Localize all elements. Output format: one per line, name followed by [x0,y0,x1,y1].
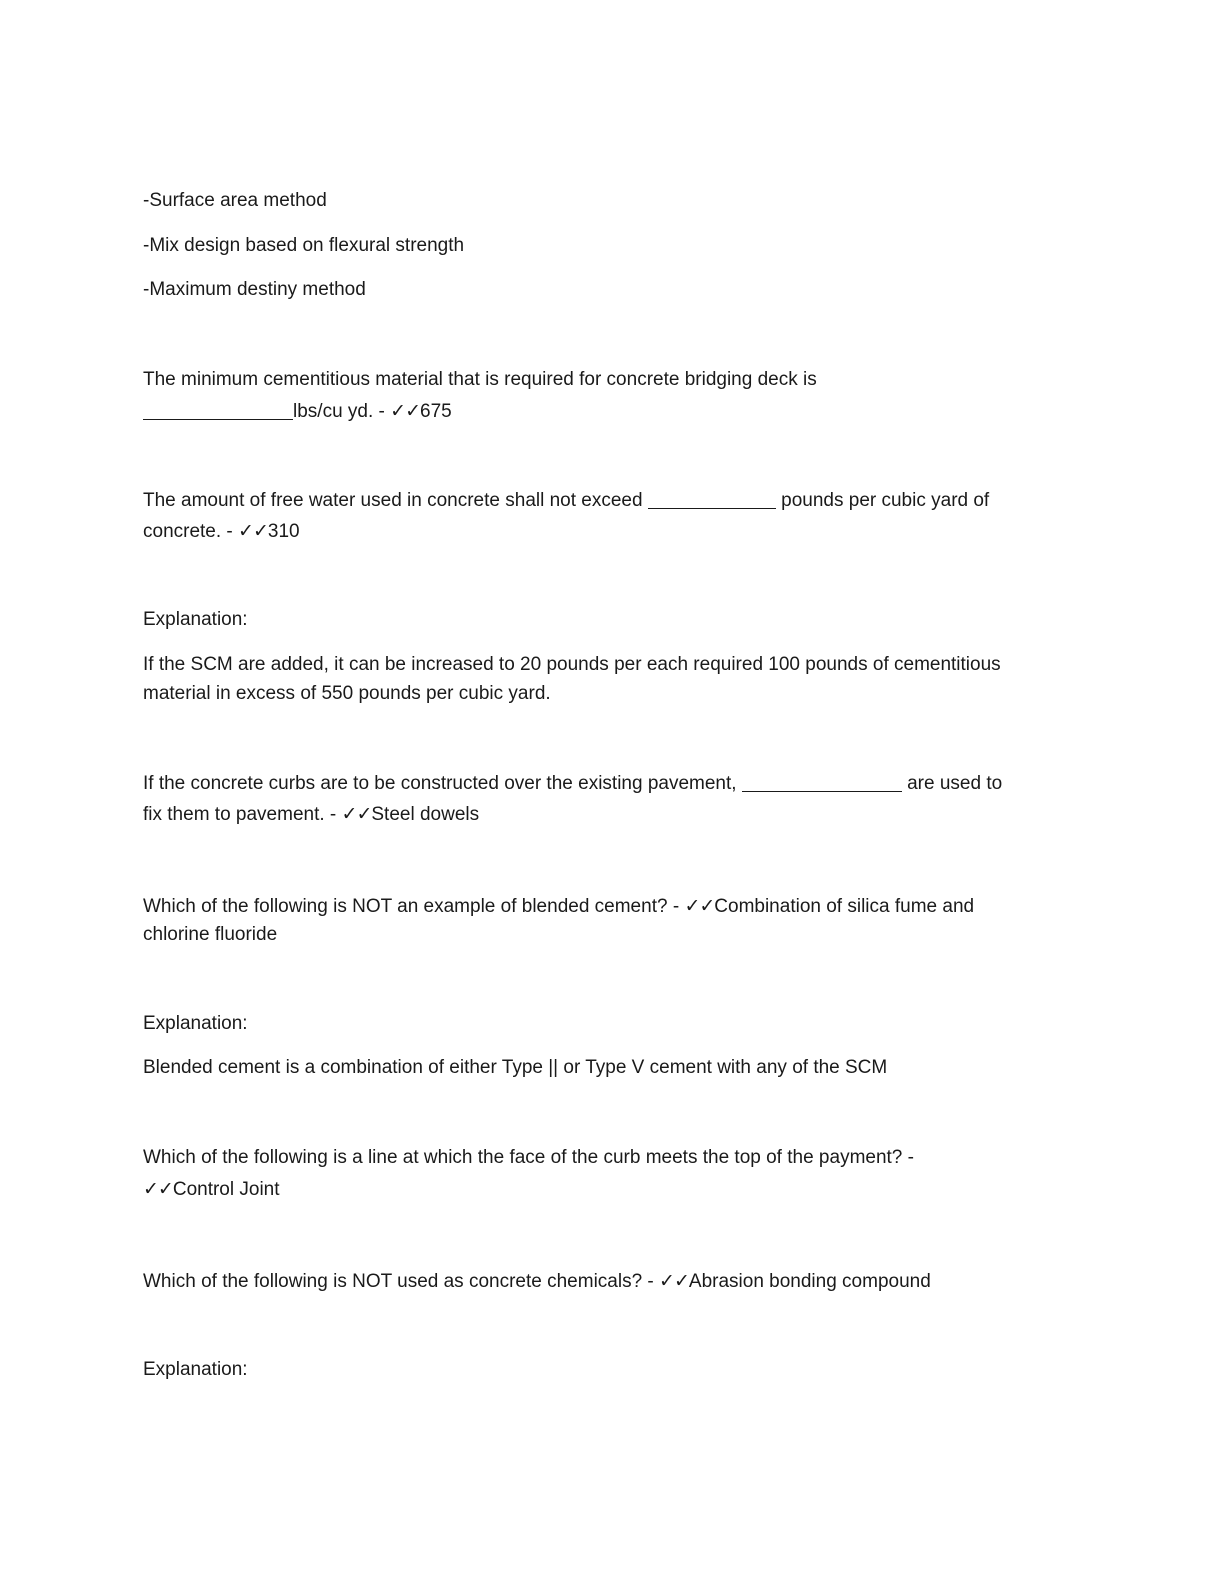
question-6-line [143,1266,1063,1297]
question-4-answer: Combination of silica fume and [714,896,975,917]
question-1-answer: 675 [420,401,452,422]
question-4-line-1 [143,891,1063,922]
answer-blank [143,399,293,420]
question-3-text-end: fix them to pavement. - [143,804,342,825]
question-2-text-cont: pounds per cubic yard of [775,490,990,511]
question-1-answer-line [143,396,1063,427]
question-1-text: The minimum cementitious material that is required for concrete bridging deck is [143,369,817,390]
answer-blank [742,771,902,792]
question-2-line-2 [143,516,1063,547]
question-5-answer: Control Joint [172,1179,280,1200]
question-5-answer-line [143,1174,1063,1205]
explanation-2-line-1: Blended cement is a combination of either Type || or Type V cement with any of the SCM [143,1057,888,1078]
question-3-text-cont: are used to [901,773,1003,794]
answer-blank [648,488,776,509]
question-6-text: Which of the following is NOT used as concrete chemicals? - [143,1271,660,1292]
question-2-answer: 310 [267,521,300,542]
check-icon: ✓✓ [659,1270,689,1292]
explanation-2-label: Explanation: [143,1013,248,1034]
question-3-text: If the concrete curbs are to be constructed over the existing pavement, [143,773,742,794]
explanation-1-label: Explanation: [143,609,248,630]
question-3-answer: Steel dowels [371,804,480,825]
check-icon: ✓✓ [684,895,715,917]
explanation-1-line-1: If the SCM are added, it can be increased to 20 pounds per each required 100 pounds of cementitious [143,654,1001,675]
question-4-answer-cont: chlorine fluoride [143,924,278,945]
explanation-1-line-2: material in excess of 550 pounds per cubic yard. [143,683,551,704]
method-maximum-density: -Maximum destiny method [143,279,366,300]
question-2-line-1 [143,486,1063,516]
question-2-text: The amount of free water used in concrete shall not exceed [143,490,648,511]
question-3-line-1 [143,769,1063,799]
method-surface-area: -Surface area method [143,190,327,211]
question-6-answer: Abrasion bonding compound [688,1271,931,1292]
check-icon: ✓✓ [143,1178,173,1200]
check-icon: ✓✓ [238,520,268,542]
check-icon: ✓✓ [341,803,372,825]
explanation-3-label: Explanation: [143,1359,248,1380]
question-2-text-end: concrete. - [143,521,239,542]
check-icon: ✓✓ [390,400,420,422]
question-5-text: Which of the following is a line at which the face of the curb meets the top of the payment? - [143,1147,914,1168]
question-4-text: Which of the following is NOT an example of blended cement? - [143,896,685,917]
question-1-unit: lbs/cu yd. - [293,401,391,422]
method-flexural-strength: -Mix design based on flexural strength [143,235,465,256]
question-3-line-2 [143,799,1063,830]
